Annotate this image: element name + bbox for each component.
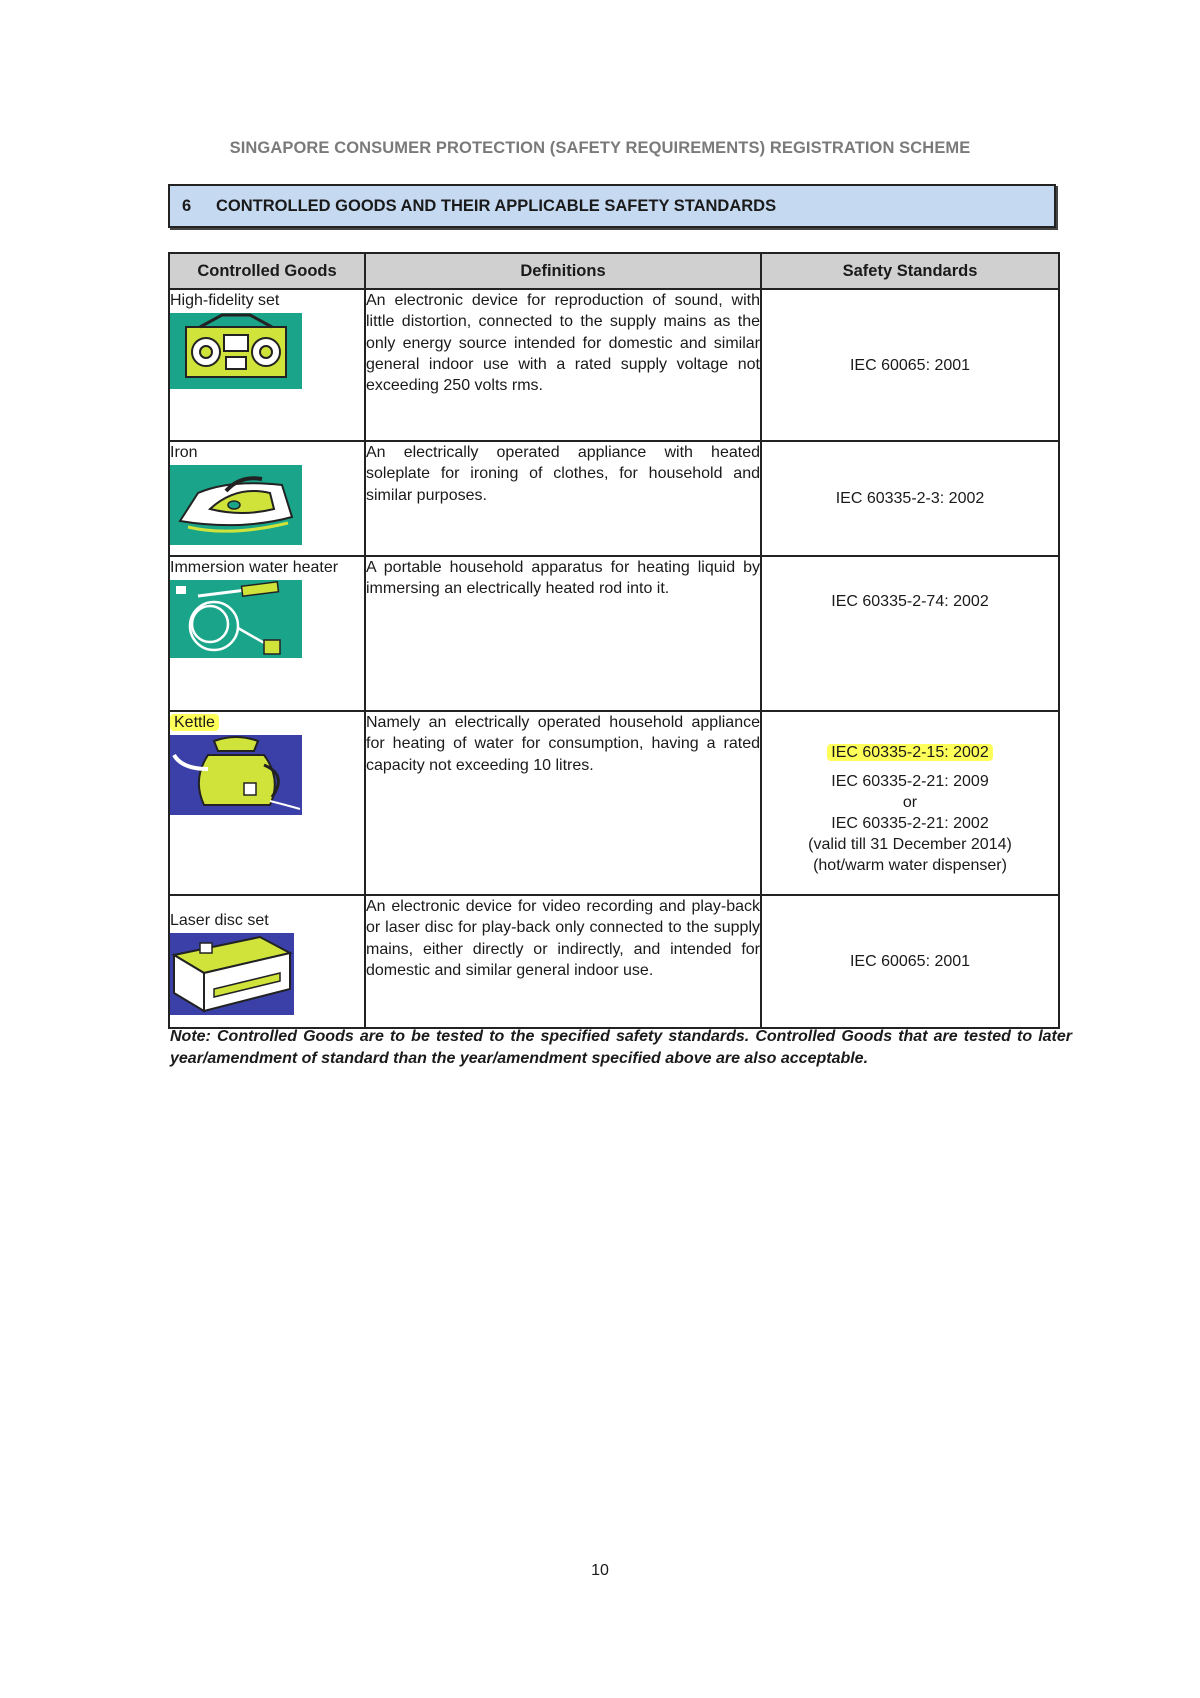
section-heading xyxy=(168,184,1056,228)
definition-cell: An electrically operated appliance with heated soleplate for ironing of clothes, for household and similar purposes. xyxy=(365,441,761,556)
goods-name: Iron xyxy=(170,444,198,461)
column-header-standards: Safety Standards xyxy=(761,253,1059,289)
definition-cell: An electronic device for video recording and play-back or laser disc for play-back only connected to the supply mains, either directly or indirectly, and intended for domestic and similar general indoor use. xyxy=(365,895,761,1028)
safety-standard: IEC 60065: 2001 xyxy=(849,953,971,970)
laser-disc-player-icon xyxy=(170,933,294,1015)
safety-standard: IEC 60335-2-21: 2002 xyxy=(831,815,989,832)
safety-standard: IEC 60335-2-21: 2009 xyxy=(831,773,989,790)
definition-cell: An electronic device for reproduction of sound, with little distortion, connected to the supply mains as the only energy source intended for domestic and similar general indoor use with a rated supply voltage not exceeding 250 volts rms. xyxy=(365,289,761,441)
goods-name: Immersion water heater xyxy=(170,559,339,576)
standards-cell xyxy=(761,895,1059,1028)
safety-standard: IEC 60335-2-3: 2002 xyxy=(835,490,985,507)
table-row xyxy=(169,711,1059,895)
goods-name: High-fidelity set xyxy=(170,292,280,309)
standard-validity-note: (valid till 31 December 2014) xyxy=(808,836,1012,853)
goods-name-highlighted: Kettle xyxy=(170,714,219,731)
document-header: SINGAPORE CONSUMER PROTECTION (SAFETY REQUIREMENTS) REGISTRATION SCHEME xyxy=(229,139,971,157)
column-header-goods: Controlled Goods xyxy=(169,253,365,289)
goods-cell xyxy=(169,289,365,441)
goods-cell xyxy=(169,441,365,556)
section-number: 6 xyxy=(182,196,192,215)
table-note: Note: Controlled Goods are to be tested to the specified safety standards. Controlled Goods that are tested to later year/amendment of standard than the year/amendment specified above are also acceptable. xyxy=(170,1028,1072,1067)
iron-icon xyxy=(170,465,302,545)
standards-cell xyxy=(761,556,1059,711)
goods-cell xyxy=(169,711,365,895)
table-row xyxy=(169,441,1059,556)
definition-cell: A portable household apparatus for heating liquid by immersing an electrically heated rod into it. xyxy=(365,556,761,711)
goods-name: Laser disc set xyxy=(170,912,269,929)
standards-cell xyxy=(761,711,1059,895)
goods-cell xyxy=(169,895,365,1028)
table-header-row xyxy=(169,253,1059,289)
standard-conjunction: or xyxy=(902,794,918,811)
section-title: CONTROLLED GOODS AND THEIR APPLICABLE SAFETY STANDARDS xyxy=(216,196,777,215)
definition-cell: Namely an electrically operated household appliance for heating of water for consumption, having a rated capacity not exceeding 10 litres. xyxy=(365,711,761,895)
immersion-heater-icon xyxy=(170,580,302,658)
table-row xyxy=(169,556,1059,711)
column-header-definitions: Definitions xyxy=(365,253,761,289)
standard-scope-note: (hot/warm water dispenser) xyxy=(813,857,1007,874)
kettle-icon xyxy=(170,735,302,815)
safety-standard-highlighted: IEC 60335-2-15: 2002 xyxy=(827,744,992,761)
page-number: 10 xyxy=(591,1562,609,1579)
safety-standard: IEC 60065: 2001 xyxy=(849,356,971,374)
table-row xyxy=(169,895,1059,1028)
hifi-stereo-icon xyxy=(170,313,302,389)
standards-cell xyxy=(761,441,1059,556)
goods-cell xyxy=(169,556,365,711)
table-row xyxy=(169,289,1059,441)
controlled-goods-table xyxy=(168,252,1060,1029)
standards-cell xyxy=(761,289,1059,441)
safety-standard: IEC 60335-2-74: 2002 xyxy=(831,593,989,610)
